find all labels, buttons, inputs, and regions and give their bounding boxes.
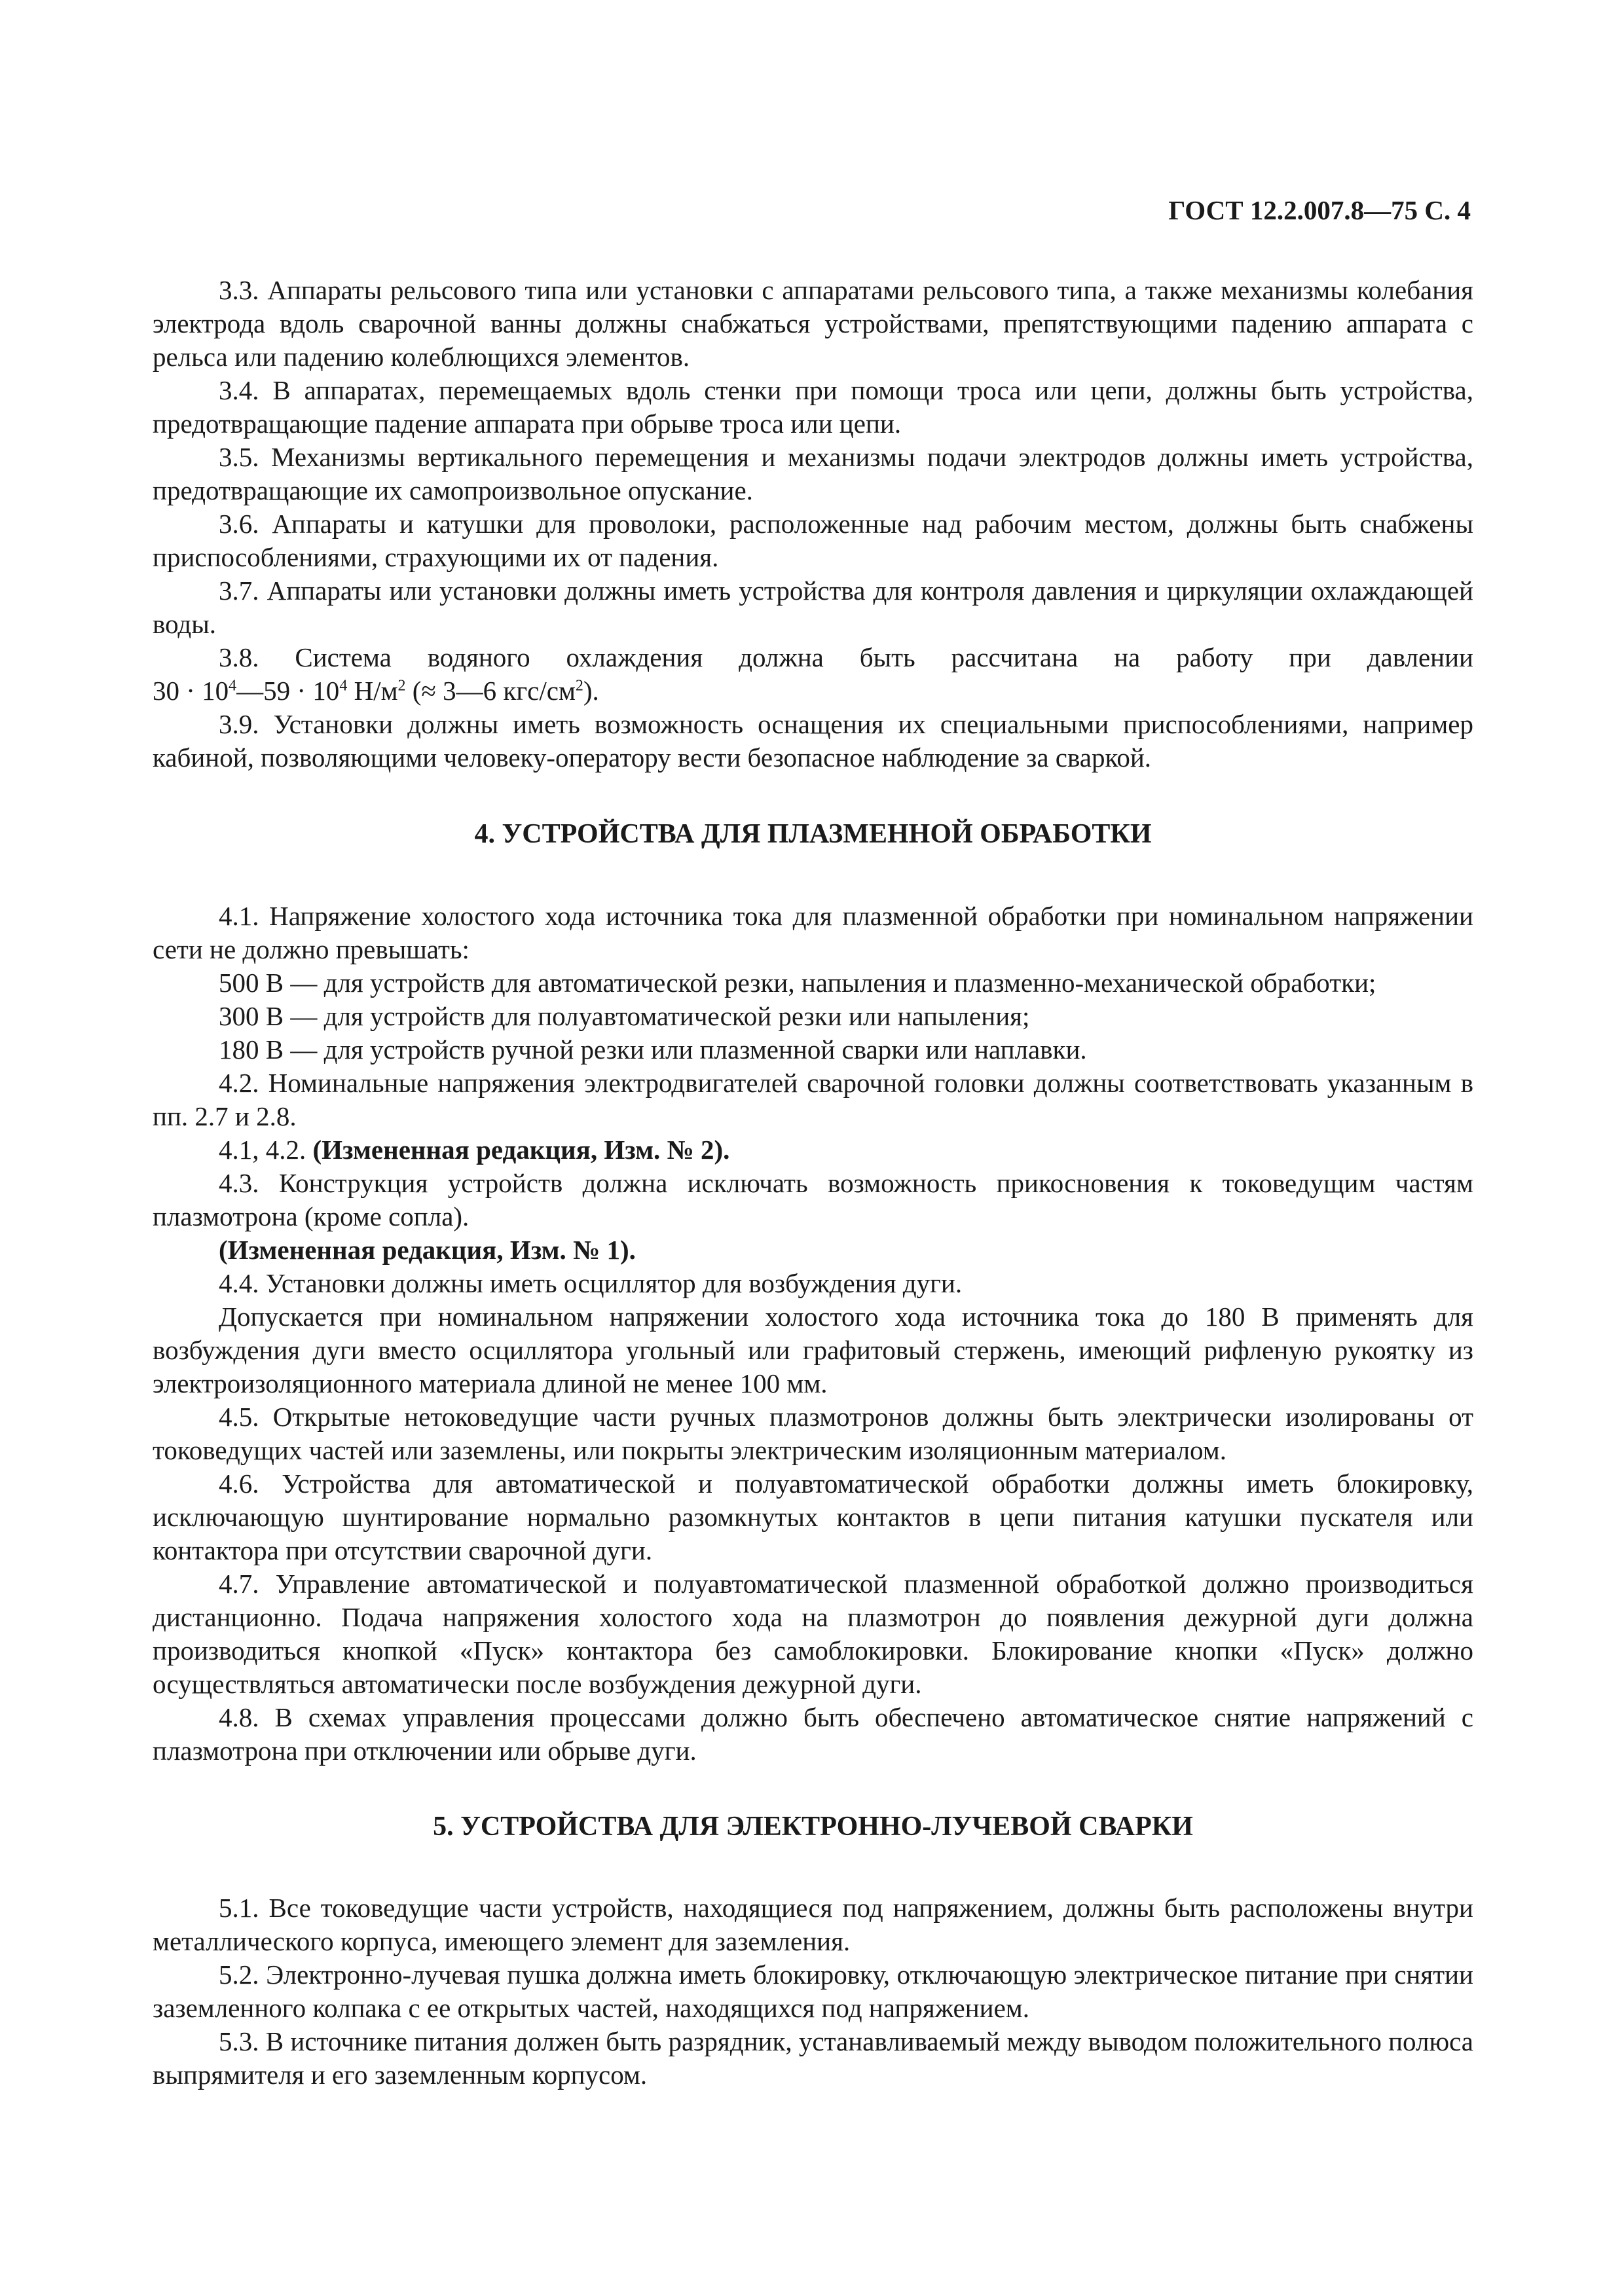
paragraph-3-3: 3.3. Аппараты рельсового типа или установки с аппаратами рельсового типа, а также механизмы колебания электрода вдоль сварочной ванны должны снабжаться устройствами, препятствующими падению аппарата с рельса или падению колеблющихся элементов. [153, 275, 1473, 372]
formula-part-a: 30 · 10 [153, 676, 229, 706]
amendment-note-prefix: 4.1, 4.2. [219, 1135, 313, 1165]
paragraph-4-1-item-180: 180 В — для устройств ручной резки или плазменной сварки или наплавки. [219, 1034, 1087, 1065]
paragraph-5-3: 5.3. В источнике питания должен быть разрядник, устанавливаемый между выводом положительного полюса выпрямителя и его заземленным корпусом. [153, 2026, 1473, 2090]
paragraph-4-2-amendment-note [153, 1133, 1473, 1167]
paragraph-4-3: 4.3. Конструкция устройств должна исключать возможность прикосновения к токоведущим частям плазмотрона (кроме сопла). [153, 1168, 1473, 1231]
paragraph-4-1: 4.1. Напряжение холостого хода источника тока для плазменной обработки при номинальном напряжении сети не должно превышать: [153, 901, 1473, 964]
paragraph-4-3-amendment-note: (Измененная редакция, Изм. № 1). [219, 1235, 636, 1265]
paragraph-4-8: 4.8. В схемах управления процессами должно быть обеспечено автоматическое снятие напряжений с плазмотрона при отключении или обрыве дуги. [153, 1702, 1473, 1766]
paragraph-3-8-formula [153, 674, 1473, 708]
paragraph-4-5: 4.5. Открытые нетоковедущие части ручных плазмотронов должны быть электрически изолированы от токоведущих частей или заземлены, или покрыты электрическим изоляционным материалом. [153, 1402, 1473, 1465]
paragraph-4-1-item-500: 500 В — для устройств для автоматической резки, напыления и плазменно-механической обработки; [219, 968, 1376, 998]
paragraph-3-8-line1: 3.8. Система водяного охлаждения должна быть рассчитана на работу при давлении [219, 642, 1473, 672]
paragraph-3-5: 3.5. Механизмы вертикального перемещения и механизмы подачи электродов должны иметь устройства, предотвращающие их самопроизвольное опускание. [153, 442, 1473, 505]
paragraph-3-7: 3.7. Аппараты или установки должны иметь устройства для контроля давления и циркуляции охлаждающей воды. [153, 575, 1473, 639]
paragraph-4-2: 4.2. Номинальные напряжения электродвигателей сварочной головки должны соответствовать указанным в пп. 2.7 и 2.8. [153, 1068, 1473, 1131]
formula-part-d: (≈ 3—6 кгс/см [405, 676, 576, 706]
paragraph-5-2: 5.2. Электронно-лучевая пушка должна иметь блокировку, отключающую электрическое питание при снятии заземленного колпака с ее открытых частей, находящихся под напряжением. [153, 1959, 1473, 2023]
document-body [153, 274, 1473, 2092]
formula-part-b: —59 · 10 [236, 676, 340, 706]
formula-part-c: Н/м [347, 676, 398, 706]
amendment-note-text: (Измененная редакция, Изм. № 2). [312, 1135, 730, 1165]
paragraph-5-1: 5.1. Все токоведущие части устройств, находящиеся под напряжением, должны быть расположены внутри металлического корпуса, имеющего элемент для заземления. [153, 1893, 1473, 1956]
running-header: ГОСТ 12.2.007.8—75 С. 4 [1168, 195, 1471, 225]
paragraph-4-1-item-300: 300 В — для устройств для полуавтоматической резки или напыления; [219, 1001, 1030, 1031]
section-4-heading: 4. УСТРОЙСТВА ДЛЯ ПЛАЗМЕННОЙ ОБРАБОТКИ [474, 819, 1152, 849]
formula-exponent-4: 2 [575, 677, 583, 695]
paragraph-3-4: 3.4. В аппаратах, перемещаемых вдоль стенки при помощи троса или цепи, должны быть устройства, предотвращающие падение аппарата при обрыве троса или цепи. [153, 375, 1473, 439]
paragraph-3-6: 3.6. Аппараты и катушки для проволоки, расположенные над рабочим местом, должны быть снабжены приспособлениями, страхующими их от падения. [153, 509, 1473, 572]
paragraph-4-4-allowance: Допускается при номинальном напряжении холостого хода источника тока до 180 В применять для возбуждения дуги вместо осциллятора угольный или графитовый стержень, имеющий рифленую рукоятку из электроизоляционного материала длиной не менее 100 мм. [153, 1302, 1473, 1398]
formula-part-e: ). [583, 676, 599, 706]
formula-exponent-2: 4 [339, 677, 348, 695]
paragraph-4-6: 4.6. Устройства для автоматической и полуавтоматической обработки должны иметь блокировку, исключающую шунтирование нормально разомкнутых контактов в цепи питания катушки пускателя или контактора при отсутствии сварочной дуги. [153, 1468, 1473, 1565]
paragraph-4-7: 4.7. Управление автоматической и полуавтоматической плазменной обработкой должно производиться дистанционно. Подача напряжения холостого хода на плазмотрон до появления дежурной дуги должна производиться кнопкой «Пуск» контактора без самоблокировки. Блокирование кнопки «Пуск» должно осуществляться автоматически после возбуждения дежурной дуги. [153, 1569, 1473, 1699]
paragraph-4-4: 4.4. Установки должны иметь осциллятор для возбуждения дуги. [219, 1268, 963, 1298]
formula-exponent-3: 2 [397, 677, 406, 695]
section-5-heading: 5. УСТРОЙСТВА ДЛЯ ЭЛЕКТРОННО-ЛУЧЕВОЙ СВАРКИ [433, 1812, 1193, 1842]
formula-exponent-1: 4 [229, 677, 237, 695]
paragraph-3-9: 3.9. Установки должны иметь возможность оснащения их специальными приспособлениями, например кабиной, позволяющими человеку-оператору вести безопасное наблюдение за сваркой. [153, 709, 1473, 773]
